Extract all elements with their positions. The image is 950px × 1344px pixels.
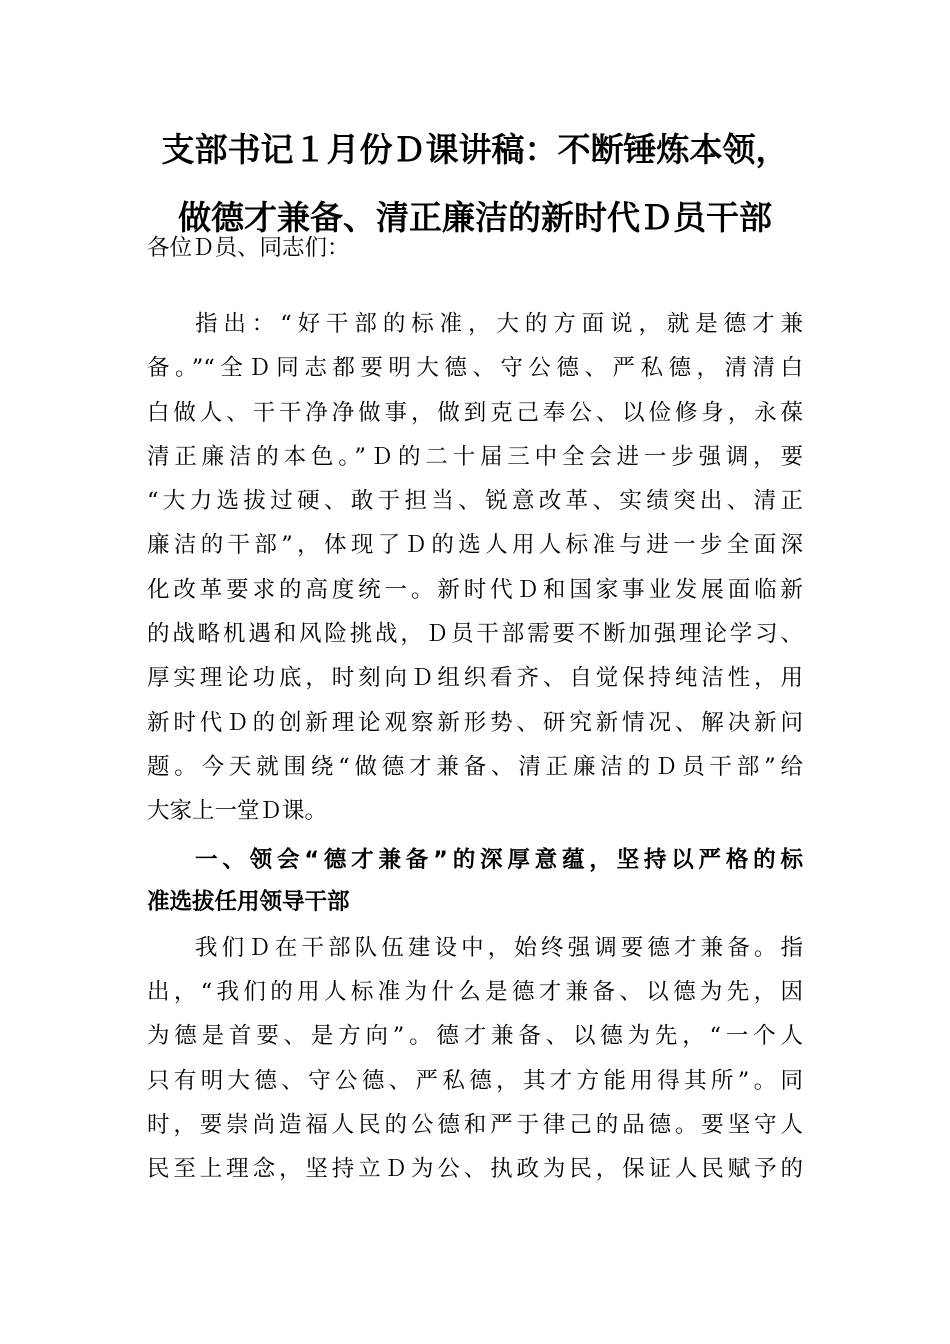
paragraph-line: 民至上理念，坚持立Ｄ为公、执政为民，保证人民赋予的 [147, 1156, 803, 1182]
paragraph-line: 时，要崇尚造福人民的公德和严于律己的品德。要坚守人 [147, 1112, 803, 1138]
paragraph-line: 只有明大德、守公德、严私德，其才方能用得其所”。同 [147, 1068, 803, 1094]
paragraph-line: 的战略机遇和风险挑战，Ｄ员干部需要不断加强理论学习、 [147, 621, 803, 647]
paragraph-line: 备。”“全Ｄ同志都要明大德、守公德、严私德，清清白 [147, 355, 803, 381]
document-title-line-2: 做德才兼备、清正廉洁的新时代Ｄ员干部 [178, 198, 772, 237]
paragraph-line: 题。今天就围绕“做德才兼备、清正廉洁的Ｄ员干部”给 [147, 754, 803, 780]
paragraph-line: 厚实理论功底，时刻向Ｄ组织看齐、自觉保持纯洁性，用 [147, 665, 803, 691]
paragraph-line: 为德是首要、是方向”。德才兼备、以德为先，“一个人 [147, 1023, 803, 1049]
paragraph-line: 化改革要求的高度统一。新时代Ｄ和国家事业发展面临新 [147, 577, 803, 603]
paragraph-line: 出，“我们的用人标准为什么是德才兼备、以德为先，因 [147, 979, 803, 1005]
section-heading-line: 一、领会“德才兼备”的深厚意蕴，坚持以严格的标 [195, 847, 803, 873]
paragraph-line: 我们Ｄ在干部队伍建设中，始终强调要德才兼备。指 [195, 935, 803, 961]
paragraph-line: 白做人、干干净净做事，做到克己奉公、以俭修身，永葆 [147, 400, 803, 426]
paragraph-line: 指出：“好干部的标准，大的方面说，就是德才兼 [195, 311, 803, 337]
section-heading-line: 准选拔任用领导干部 [147, 889, 350, 915]
paragraph-line: 清正廉洁的本色。”Ｄ的二十届三中全会进一步强调，要 [147, 444, 803, 470]
paragraph-line: “大力选拔过硬、敢于担当、锐意改革、实绩突出、清正 [147, 488, 803, 514]
greeting: 各位Ｄ员、同志们： [147, 235, 350, 261]
document-title-line-1: 支部书记１月份Ｄ课讲稿：不断锤炼本领， [161, 130, 789, 169]
paragraph-line: 新时代Ｄ的创新理论观察新形势、研究新情况、解决新问 [147, 710, 803, 736]
paragraph-line: 廉洁的干部”，体现了Ｄ的选人用人标准与进一步全面深 [147, 532, 803, 558]
paragraph-line: 大家上一堂Ｄ课。 [147, 798, 328, 824]
